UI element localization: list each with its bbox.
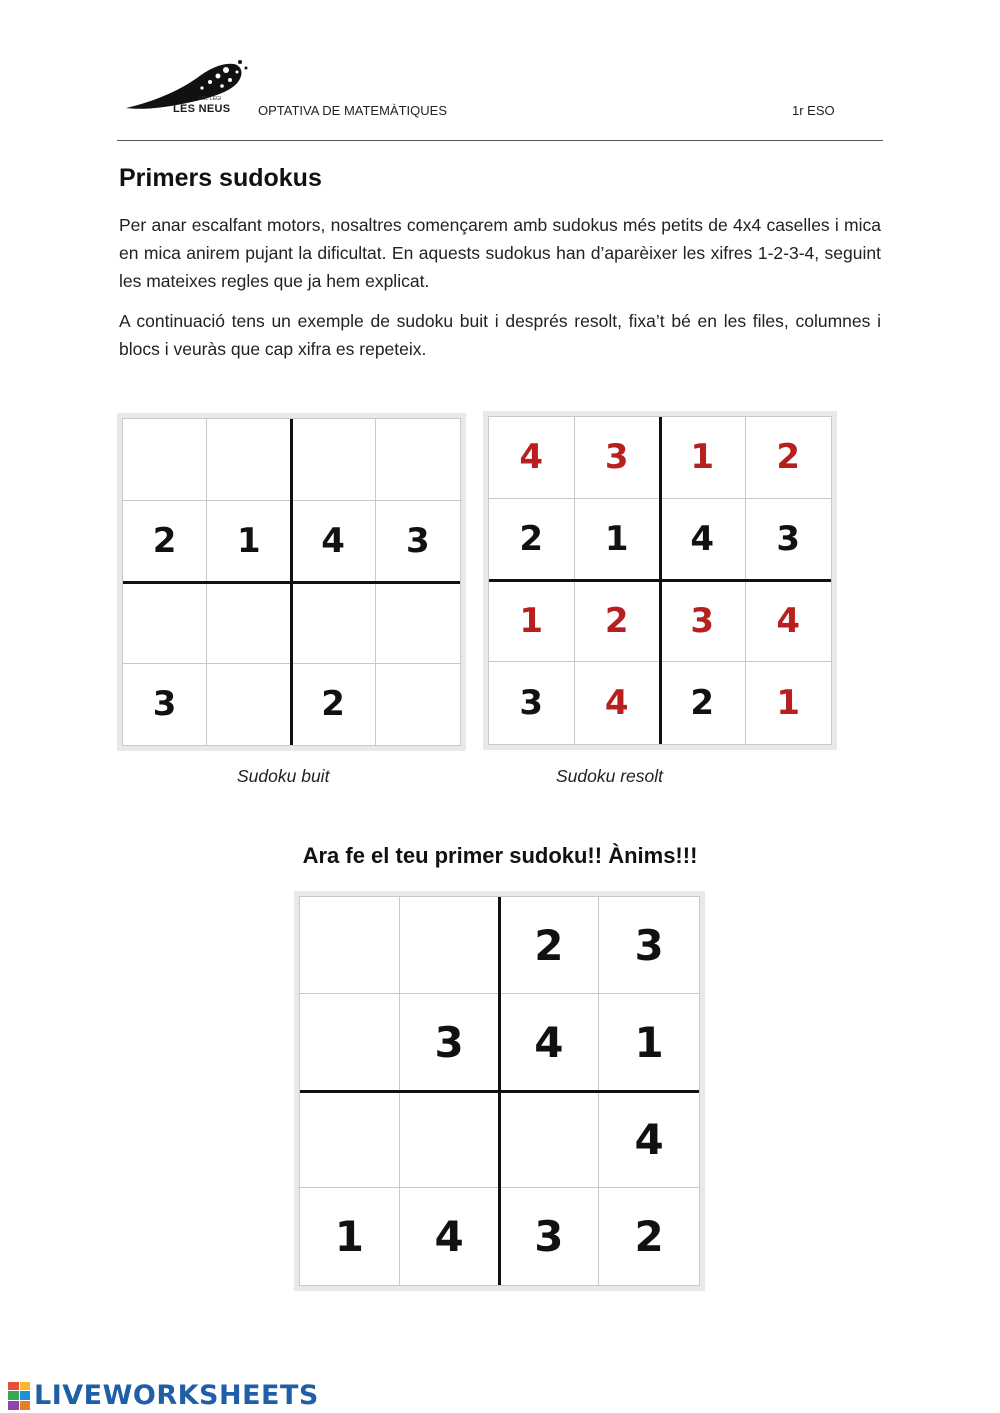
sudoku-cell: 2 [660,662,746,744]
sudoku-cell [207,664,291,746]
sudoku-cell [292,582,376,664]
sudoku-cell: 2 [292,664,376,746]
sudoku-cell: 3 [489,662,575,744]
sudoku-grid [299,896,700,1286]
sudoku-cell: 4 [575,662,661,744]
liveworksheets-icon [8,1382,30,1410]
sudoku-cell [123,582,207,664]
sudoku-cell [207,582,291,664]
sudoku-cell[interactable] [500,1091,600,1188]
sudoku-cell: 4 [599,1091,699,1188]
example-paragraph: A continuació tens un exemple de sudoku buit i després resolt, fixa’t bé en les files, columnes i blocs i veuràs que cap xifra es repeteix. [119,311,881,359]
sudoku-cell: 1 [207,501,291,583]
sudoku-cell: 4 [746,581,832,663]
sudoku-cell: 3 [400,994,500,1091]
sudoku-cell [376,419,460,501]
header-divider [117,140,883,141]
sudoku-grid [488,416,832,745]
sudoku-cell: 4 [500,994,600,1091]
sudoku-cell [292,419,376,501]
block-divider-horizontal [489,579,831,582]
sudoku-solved-example [483,411,837,750]
sudoku-cell[interactable] [400,897,500,994]
sudoku-cell [123,419,207,501]
liveworksheets-brand [8,1380,319,1411]
sudoku-cell: 3 [575,417,661,499]
sudoku-cell: 2 [634,1212,664,1261]
sudoku-cell: 3 [746,499,832,581]
logo-subtitle: COL·LEGI [198,96,222,102]
sudoku-cell [207,419,291,501]
caption-empty: Sudoku buit [237,766,330,786]
sudoku-cell: 2 [575,581,661,663]
grade-label: 1r ESO [792,103,835,118]
sudoku-cell [376,664,460,746]
sudoku-cell: 3 [500,1188,600,1285]
sudoku-cell: 2 [500,897,600,994]
caption-solved: Sudoku resolt [556,766,664,786]
sudoku-cell: 4 [400,1188,500,1285]
sudoku-exercise [294,891,705,1291]
sudoku-cell: 1 [776,683,801,724]
sudoku-empty-example [117,413,466,751]
sudoku-cell: 4 [660,499,746,581]
sudoku-grid [122,418,461,746]
block-divider-horizontal [123,581,460,584]
sudoku-cell[interactable] [300,994,400,1091]
page-title: Primers sudokus [119,164,322,192]
sudoku-cell: 1 [660,417,746,499]
sudoku-cell: 3 [376,501,460,583]
sudoku-cell[interactable] [300,897,400,994]
sudoku-cell: 1 [599,994,699,1091]
sudoku-cell [376,582,460,664]
sudoku-cell: 2 [489,499,575,581]
sudoku-cell[interactable] [300,1091,400,1188]
course-title: OPTATIVA DE MATEMÀTIQUES [258,103,448,118]
sudoku-cell[interactable] [400,1091,500,1188]
liveworksheets-label: LIVEWORKSHEETS [34,1380,319,1411]
sudoku-cell: 3 [123,664,207,746]
sudoku-cell: 4 [292,501,376,583]
sudoku-cell: 1 [575,499,661,581]
sudoku-cell: 1 [300,1188,400,1285]
sudoku-cell: 1 [489,581,575,663]
sudoku-cell: 4 [489,417,575,499]
sudoku-cell: 2 [746,417,832,499]
block-divider-horizontal [300,1090,699,1093]
sudoku-cell: 2 [123,501,207,583]
intro-paragraph: Per anar escalfant motors, nosaltres començarem amb sudokus més petits de 4x4 caselles i mica en mica anirem pujant la dificultat. En aquests sudokus han d’aparèixer les xifres 1-2-3-4, seguint les mateixes regles que ja hem explicat. [119,215,881,291]
sudoku-cell: 3 [660,581,746,663]
exercise-heading: Ara fe el teu primer sudoku!! Ànims!!! [302,843,698,868]
sudoku-cell: 3 [599,897,699,994]
logo-text: LES NEUS [173,103,231,115]
